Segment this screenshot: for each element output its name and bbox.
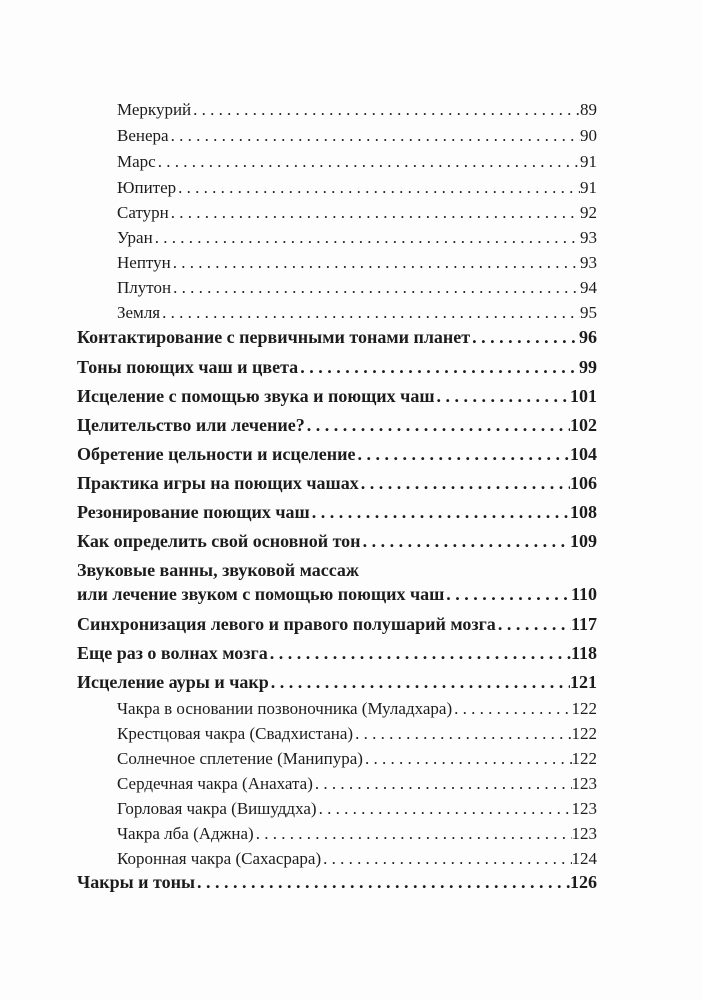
toc-entry-title: Сатурн xyxy=(117,203,169,222)
toc-entry-page: 93 xyxy=(580,253,597,272)
dot-leader xyxy=(269,672,570,693)
dot-leader xyxy=(356,444,570,465)
toc-section-title-line1: Звуковые ванны, звуковой массаж xyxy=(77,560,359,580)
toc-entry-page: 91 xyxy=(580,178,597,197)
toc-entry-page: 90 xyxy=(580,126,597,145)
dot-leader xyxy=(310,502,570,523)
toc-section-title-line2: или лечение звуком с помощью поющих чаш xyxy=(77,584,445,604)
toc-entry-title: Уран xyxy=(117,228,153,247)
dot-leader xyxy=(452,699,571,719)
dot-leader xyxy=(313,774,572,794)
toc-entry-page: 92 xyxy=(580,203,597,222)
dot-leader xyxy=(176,178,580,198)
toc-entry-page: 123 xyxy=(571,799,597,818)
toc-section-title: Тоны поющих чаш и цвета xyxy=(77,357,299,377)
dot-leader xyxy=(496,614,571,635)
dot-leader xyxy=(153,228,580,248)
toc-section-title: Синхронизация левого и правого полушарий мозга xyxy=(77,614,496,634)
dot-leader xyxy=(298,357,579,378)
toc-section-title: Практика игры на поющих чашах xyxy=(77,473,359,493)
dot-leader xyxy=(444,584,571,605)
toc-entry-title: Плутон xyxy=(117,278,172,297)
toc-entry-title: Коронная чакра (Сахасрара) xyxy=(117,849,322,868)
toc-entry-title: Нептун xyxy=(117,253,171,272)
toc-entry-title: Земля xyxy=(117,303,161,322)
toc-entry-title: Чакра лба (Аджна) xyxy=(117,824,254,843)
toc-section-page: 121 xyxy=(570,672,597,692)
toc-entry-title: Меркурий xyxy=(117,100,192,119)
toc-section-page: 126 xyxy=(570,872,597,892)
toc-entry-page: 94 xyxy=(580,278,597,297)
toc-entry-page: 93 xyxy=(580,228,597,247)
dot-leader xyxy=(171,253,580,273)
toc-section-title: Еще раз о волнах мозга xyxy=(77,643,268,663)
dot-leader xyxy=(254,824,572,844)
toc-entry-page: 122 xyxy=(571,749,597,768)
toc-section-page: 101 xyxy=(570,386,597,406)
dot-leader xyxy=(435,386,570,407)
toc-entry-page: 122 xyxy=(571,699,597,718)
dot-leader xyxy=(156,152,580,172)
toc-section-title: Как определить свой основной тон xyxy=(77,531,361,551)
toc-entry-title: Марс xyxy=(117,152,156,171)
toc-section-title: Исцеление ауры и чакр xyxy=(77,672,269,692)
toc-section-page: 109 xyxy=(570,531,597,551)
dot-leader xyxy=(160,303,580,323)
dot-leader xyxy=(191,100,580,120)
dot-leader xyxy=(171,278,580,298)
toc-section-title: Чакры и тоны xyxy=(77,872,196,892)
toc-section-page: 102 xyxy=(570,415,597,435)
toc-section-page: 108 xyxy=(570,502,597,522)
dot-leader xyxy=(317,799,572,819)
dot-leader xyxy=(359,473,570,494)
dot-leader xyxy=(195,872,570,893)
toc-section-title: Исцеление с помощью звука и поющих чаш xyxy=(77,386,435,406)
toc-entry-title: Сердечная чакра (Анахата) xyxy=(117,774,313,793)
dot-leader xyxy=(321,849,571,869)
toc-section-page: 96 xyxy=(579,327,597,347)
toc-section-page: 106 xyxy=(570,473,597,493)
dot-leader xyxy=(268,643,571,664)
toc-entry-page: 123 xyxy=(571,774,597,793)
toc-entry-title: Горловая чакра (Вишуддха) xyxy=(117,799,317,818)
toc-section-title: Обретение цельности и исцеление xyxy=(77,444,356,464)
toc-entry-title: Венера xyxy=(117,126,169,145)
dot-leader xyxy=(169,203,580,223)
toc-section-page: 118 xyxy=(570,643,597,663)
toc-section-page: 110 xyxy=(570,584,597,604)
toc-entry-page: 91 xyxy=(580,152,597,171)
toc-section-page: 117 xyxy=(570,614,597,634)
toc-entry-page: 123 xyxy=(571,824,597,843)
toc-entry-title: Солнечное сплетение (Манипура) xyxy=(117,749,363,768)
toc-section-title: Контактирование с первичными тонами планет xyxy=(77,327,471,347)
toc-entry-title: Чакра в основании позвоночника (Муладхара) xyxy=(117,699,453,718)
toc-entry-page: 95 xyxy=(580,303,597,322)
dot-leader xyxy=(361,531,570,552)
dot-leader xyxy=(470,327,579,348)
toc-section-title: Резонирование поющих чаш xyxy=(77,502,310,522)
toc-entry-page: 122 xyxy=(571,724,597,743)
toc-section-page: 99 xyxy=(579,357,597,377)
dot-leader xyxy=(305,415,570,436)
toc-entry-page: 89 xyxy=(580,100,597,119)
toc-entry-title: Крестцовая чакра (Свадхистана) xyxy=(117,724,354,743)
toc-section-page: 104 xyxy=(570,444,597,464)
toc-entry-page: 124 xyxy=(571,849,597,868)
toc-entry-title: Юпитер xyxy=(117,178,177,197)
dot-leader xyxy=(353,724,571,744)
dot-leader xyxy=(169,126,580,146)
dot-leader xyxy=(363,749,572,769)
toc-section-title: Целительство или лечение? xyxy=(77,415,305,435)
